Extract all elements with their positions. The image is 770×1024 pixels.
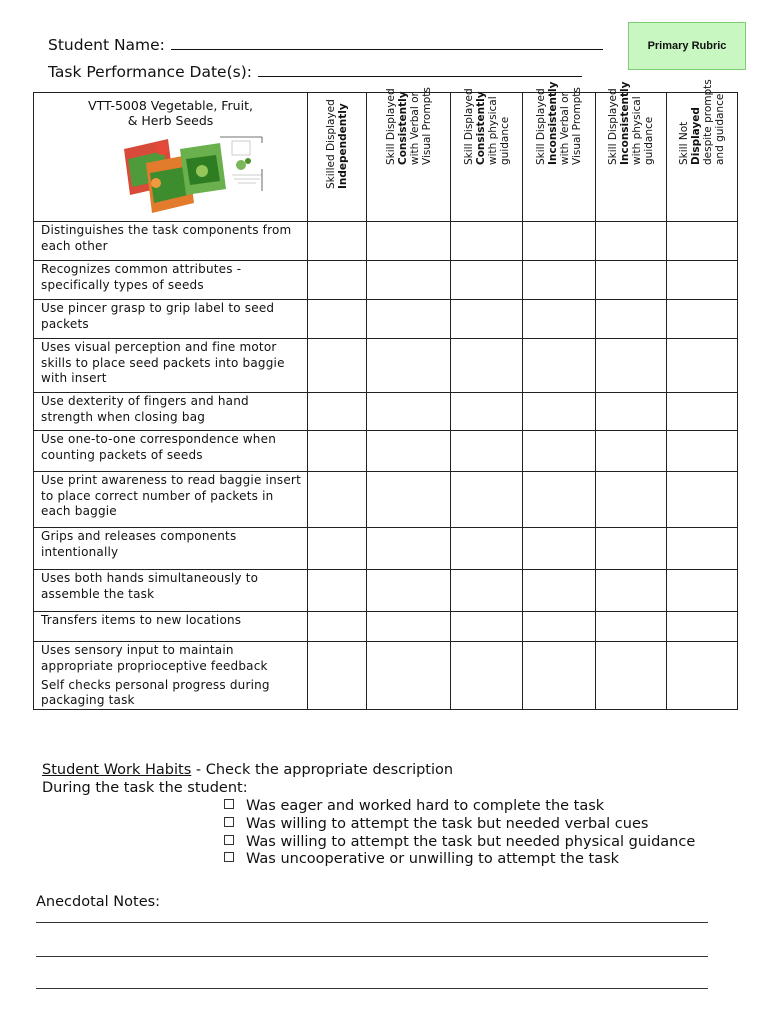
rating-cell[interactable] [367, 677, 451, 710]
rating-cell[interactable] [367, 570, 451, 612]
rating-cell[interactable] [596, 612, 667, 642]
rating-cell[interactable] [451, 261, 523, 300]
habit-option-1[interactable] [224, 798, 604, 814]
rating-cell[interactable] [308, 300, 367, 339]
rating-cell[interactable] [523, 472, 596, 528]
criteria-row [34, 677, 738, 710]
rating-cell[interactable] [451, 339, 523, 393]
task-title-cell [34, 93, 308, 222]
criteria-row [34, 612, 738, 642]
criteria-row [34, 339, 738, 393]
rating-cell[interactable] [596, 642, 667, 677]
col1-line2: Independently [337, 103, 349, 189]
rating-cell[interactable] [596, 300, 667, 339]
rating-cell[interactable] [367, 528, 451, 570]
rating-cell[interactable] [308, 339, 367, 393]
rating-cell[interactable] [308, 528, 367, 570]
col5-line3: with physical [631, 96, 643, 165]
criteria-label: Self checks personal progress during packaging task [34, 677, 308, 710]
rating-cell[interactable] [523, 300, 596, 339]
criteria-label: Transfers items to new locations [34, 612, 308, 642]
rating-cell[interactable] [308, 431, 367, 472]
habit-option-2-label: Was willing to attempt the task but needed verbal cues [246, 816, 649, 832]
rating-cell[interactable] [367, 339, 451, 393]
rating-cell[interactable] [596, 570, 667, 612]
checkbox-3[interactable] [224, 835, 234, 845]
dates-label: Task Performance Date(s): [48, 63, 252, 81]
rating-cell[interactable] [667, 570, 738, 612]
criteria-row [34, 528, 738, 570]
work-habits-instruction: - Check the appropriate description [191, 762, 454, 778]
dates-field[interactable] [258, 64, 582, 77]
rating-cell[interactable] [523, 261, 596, 300]
criteria-row [34, 570, 738, 612]
checkbox-2[interactable] [224, 817, 234, 827]
rating-cell[interactable] [523, 222, 596, 261]
criteria-label: Uses sensory input to maintain appropriate proprioceptive feedback [34, 642, 308, 677]
rating-cell[interactable] [596, 431, 667, 472]
notes-line-3[interactable] [36, 988, 708, 989]
checkbox-4[interactable] [224, 852, 234, 862]
rating-cell[interactable] [367, 222, 451, 261]
habit-option-4-label: Was uncooperative or unwilling to attempt the task [246, 851, 620, 867]
rating-cell[interactable] [596, 677, 667, 710]
rating-cell[interactable] [367, 472, 451, 528]
checkbox-1[interactable] [224, 799, 234, 809]
rating-cell[interactable] [451, 300, 523, 339]
dates-line [48, 63, 582, 81]
work-habits-title: Student Work Habits [42, 762, 192, 778]
col2-line4: Visual Prompts [420, 87, 433, 165]
rating-cell[interactable] [308, 222, 367, 261]
criteria-label: Recognizes common attributes - specifically types of seeds [34, 261, 308, 300]
rating-cell[interactable] [667, 261, 738, 300]
criteria-label: Uses visual perception and fine motor skills to place seed packets into baggie with insert [34, 339, 308, 393]
col5-line2: Inconsistently [619, 81, 631, 165]
rating-cell[interactable] [523, 612, 596, 642]
col6-line2: Displayed [690, 107, 702, 165]
criteria-row [34, 222, 738, 261]
criteria-label: Uses both hands simultaneously to assemble the task [34, 570, 308, 612]
col4-line2: Inconsistently [547, 81, 559, 165]
column-header-3 [451, 88, 523, 222]
habit-option-4[interactable] [224, 851, 619, 867]
criteria-row [34, 642, 738, 677]
criteria-row [34, 472, 738, 528]
seed-packets-image [116, 129, 276, 219]
col4-line3: with Verbal or [559, 92, 571, 165]
rating-cell[interactable] [367, 642, 451, 677]
rating-cell[interactable] [367, 300, 451, 339]
rating-cell[interactable] [523, 393, 596, 431]
criteria-label: Grips and releases components intentionally [34, 528, 308, 570]
student-name-field[interactable] [171, 37, 603, 50]
rating-cell[interactable] [308, 570, 367, 612]
rating-cell[interactable] [308, 261, 367, 300]
column-header-6 [667, 79, 738, 222]
column-header-1 [308, 93, 367, 222]
rating-cell[interactable] [308, 677, 367, 710]
col3-line4: guidance [498, 116, 511, 165]
rubric-table [33, 79, 738, 710]
task-title-line2: & Herb Seeds [127, 113, 214, 128]
work-habits-during: During the task the student: [42, 779, 248, 796]
rating-cell[interactable] [308, 393, 367, 431]
column-header-5 [596, 81, 667, 222]
rating-cell[interactable] [451, 393, 523, 431]
rating-cell[interactable] [523, 528, 596, 570]
rating-cell[interactable] [451, 431, 523, 472]
rating-cell[interactable] [667, 642, 738, 677]
rating-cell[interactable] [667, 393, 738, 431]
criteria-row [34, 431, 738, 472]
rating-cell[interactable] [667, 472, 738, 528]
rating-cell[interactable] [367, 612, 451, 642]
col2-line3: with Verbal or [408, 92, 421, 165]
col5-line1: Skill Displayed [607, 88, 619, 165]
notes-line-2[interactable] [36, 956, 708, 957]
student-name-line [48, 36, 603, 54]
student-name-label: Student Name: [48, 36, 165, 54]
col3-line3: with physical [486, 96, 499, 165]
primary-rubric-badge: Primary Rubric [628, 22, 746, 70]
rating-cell[interactable] [667, 677, 738, 710]
rating-cell[interactable] [667, 431, 738, 472]
col5-line4: guidance [643, 116, 655, 165]
rating-cell[interactable] [367, 393, 451, 431]
rating-cell[interactable] [451, 472, 523, 528]
rating-cell[interactable] [451, 570, 523, 612]
rating-cell[interactable] [667, 300, 738, 339]
col2-line1: Skill Displayed [384, 88, 397, 165]
col6-line4: and guidance [714, 93, 726, 165]
col3-line1: Skill Displayed [462, 88, 475, 165]
rating-cell[interactable] [667, 222, 738, 261]
work-habits-section [42, 762, 453, 797]
rating-cell[interactable] [667, 528, 738, 570]
criteria-label: Use one-to-one correspondence when counting packets of seeds [34, 431, 308, 472]
rating-cell[interactable] [451, 222, 523, 261]
rating-cell[interactable] [367, 431, 451, 472]
column-header-2 [367, 87, 451, 222]
rating-cell[interactable] [308, 472, 367, 528]
col6-line1: Skill Not [678, 121, 690, 165]
rating-cell[interactable] [367, 261, 451, 300]
col6-line3: despite prompts [702, 79, 714, 165]
rating-cell[interactable] [667, 339, 738, 393]
column-header-4 [523, 81, 596, 222]
rating-cell[interactable] [523, 570, 596, 612]
col2-line2: Consistently [396, 91, 409, 165]
rating-cell[interactable] [667, 612, 738, 642]
rating-cell[interactable] [308, 612, 367, 642]
criteria-row [34, 300, 738, 339]
rating-cell[interactable] [523, 431, 596, 472]
rating-cell[interactable] [451, 612, 523, 642]
rating-cell[interactable] [523, 642, 596, 677]
col1-line1: Skilled Displayed [325, 99, 337, 189]
criteria-label: Use pincer grasp to grip label to seed packets [34, 300, 308, 339]
criteria-row [34, 393, 738, 431]
rating-cell[interactable] [596, 393, 667, 431]
habit-option-2[interactable] [224, 816, 648, 832]
rating-cell[interactable] [596, 261, 667, 300]
col3-line2: Consistently [474, 91, 487, 165]
rating-cell[interactable] [596, 222, 667, 261]
criteria-row [34, 261, 738, 300]
criteria-label: Distinguishes the task components from each other [34, 222, 308, 261]
rubric-header-row [34, 93, 738, 222]
anecdotal-notes-label: Anecdotal Notes: [36, 894, 161, 910]
rating-cell[interactable] [596, 528, 667, 570]
habit-option-3-label: Was willing to attempt the task but needed physical guidance [246, 834, 696, 850]
rating-cell[interactable] [596, 339, 667, 393]
rating-cell[interactable] [596, 472, 667, 528]
rating-cell[interactable] [451, 642, 523, 677]
habit-option-3[interactable] [224, 834, 695, 850]
rating-cell[interactable] [523, 339, 596, 393]
rating-cell[interactable] [308, 642, 367, 677]
rating-cell[interactable] [451, 528, 523, 570]
task-title-line1: VTT-5008 Vegetable, Fruit, [88, 98, 253, 113]
rating-cell[interactable] [523, 677, 596, 710]
rating-cell[interactable] [451, 677, 523, 710]
col4-line4: Visual Prompts [571, 87, 583, 165]
criteria-label: Use print awareness to read baggie insert to place correct number of packets in each baggie [34, 472, 308, 528]
col4-line1: Skill Displayed [535, 88, 547, 165]
notes-line-1[interactable] [36, 922, 708, 923]
habit-option-1-label: Was eager and worked hard to complete the task [246, 798, 605, 814]
criteria-label: Use dexterity of fingers and hand strength when closing bag [34, 393, 308, 431]
